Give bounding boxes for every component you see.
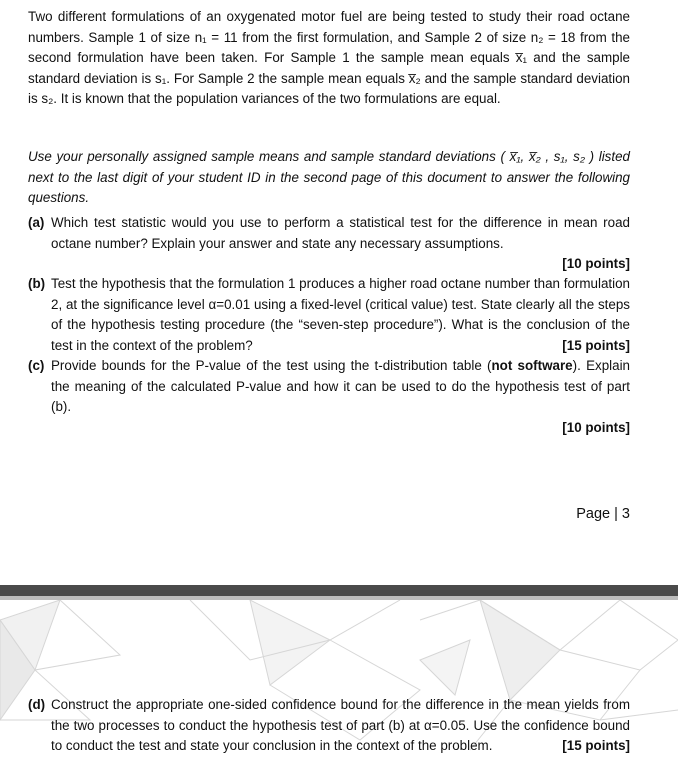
question-emphasis: not software: [491, 358, 573, 373]
question-label: (b): [28, 276, 46, 291]
question-label: (d): [28, 697, 46, 712]
question-text: Provide bounds for the P-value of the test using the t-distribution table (: [51, 358, 492, 373]
question-points: [15 points]: [562, 337, 630, 353]
question-c: [28, 356, 630, 438]
question-a: [28, 213, 630, 275]
intro-paragraph: Two different formulations of an oxygenated motor fuel are being tested to study their road octane numbers. Sample 1 of size n₁ = 11 from the first formulation, and Sample 2 of size n₂ = 18 from the second formulation have been taken. For Sample 1 the sample mean equals x̅₁ and the sample standard deviation is s₁. For Sample 2 the sample mean equals x̅₂ and the sample standard deviation is s₂. It is known that the population variances of the two formulations are equal.: [28, 9, 630, 107]
page-number: Page | 3: [576, 506, 630, 522]
question-text: Which test statistic would you use to perform a statistical test for the difference in mean road octane number? Explain your answer and state any necessary assumptions.: [51, 215, 630, 251]
instructions-paragraph: Use your personally assigned sample means and sample standard deviations ( x̅₁, x̅₂ , s₁, s₂ ) listed next to the last digit of your student ID in the second page of this document to answer the following questions.: [28, 149, 630, 206]
question-label: (c): [28, 358, 45, 373]
question-points: [10 points]: [562, 419, 630, 435]
question-label: (a): [28, 215, 45, 230]
question-d: [28, 695, 630, 757]
question-b: [28, 274, 630, 356]
question-text: Construct the appropriate one-sided confidence bound for the difference in the mean yields from the two processes to conduct the hypothesis test of part (b) at α=0.05. Use the confidence bound to conduct the test and state your conclusion in the context of the problem.: [51, 697, 630, 754]
question-text-cont: ). Explain the meaning of the calculated P-value and how it can be used to do the hypothesis test of part (b).: [51, 358, 630, 415]
page-break-band: [0, 583, 678, 771]
question-points: [10 points]: [562, 256, 630, 272]
header-bar-dark: [0, 585, 678, 596]
question-text: Test the hypothesis that the formulation 1 produces a higher road octane number than formulation 2, at the significance level α=0.01 using a fixed-level (critical value) test. State clearly all the steps of the hypothesis testing procedure (the “seven-step procedure”). What is the conclusion of the test in the context of the problem?: [51, 276, 630, 353]
question-points: [15 points]: [562, 738, 630, 754]
